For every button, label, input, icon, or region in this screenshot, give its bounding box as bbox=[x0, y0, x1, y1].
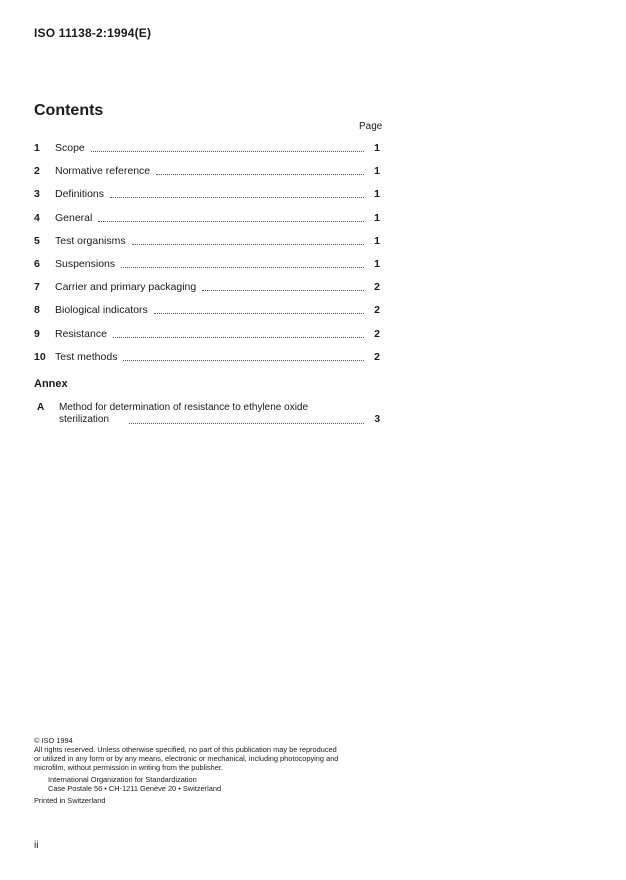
toc-entry-page: 2 bbox=[374, 327, 380, 340]
toc-entry-number: 1 bbox=[34, 142, 40, 154]
toc-entry-page: 1 bbox=[374, 211, 380, 224]
organization-address: Case Postale 56 • CH-1211 Genève 20 • Switzerland bbox=[48, 784, 222, 793]
toc-entry[interactable] bbox=[34, 235, 380, 258]
annex-heading: Annex bbox=[34, 378, 68, 390]
toc-entry-number: 8 bbox=[34, 304, 40, 317]
toc-entry-page: 1 bbox=[374, 257, 380, 270]
document-id: ISO 11138-2:1994(E) bbox=[34, 26, 152, 40]
toc-entry-page: 2 bbox=[374, 350, 380, 363]
toc-entry-page: 2 bbox=[374, 304, 380, 317]
toc-leader-dots bbox=[91, 142, 364, 152]
toc-entry[interactable] bbox=[34, 304, 380, 327]
toc-entry-label: Carrier and primary packaging bbox=[55, 281, 197, 294]
toc-entry-label: General bbox=[55, 211, 93, 224]
toc-entry[interactable] bbox=[34, 351, 380, 374]
toc-entry-label: Definitions bbox=[55, 188, 105, 201]
toc-entry-page: 1 bbox=[374, 234, 380, 247]
toc-entry[interactable] bbox=[34, 258, 380, 281]
annex-entry-title-line2: sterilization bbox=[59, 414, 110, 425]
toc-leader-dots bbox=[123, 351, 364, 361]
toc-entry-page: 2 bbox=[374, 281, 380, 294]
toc-entry-number: 7 bbox=[34, 281, 40, 294]
toc-leader-dots bbox=[156, 165, 364, 175]
printed-in: Printed in Switzerland bbox=[34, 796, 106, 805]
rights-text-line: microfilm, without permission in writing from the publisher. bbox=[34, 763, 223, 772]
toc-entry[interactable] bbox=[34, 281, 380, 304]
toc-entry-label: Biological indicators bbox=[55, 304, 148, 317]
toc-entry-number: 10 bbox=[34, 350, 46, 363]
page-number: ii bbox=[34, 840, 39, 851]
annex-entry-title-line2-row bbox=[59, 414, 380, 425]
toc-entry-number: 6 bbox=[34, 257, 40, 270]
toc-leader-dots bbox=[98, 212, 364, 222]
page-column-label: Page bbox=[359, 121, 383, 132]
toc-entry-page: 1 bbox=[374, 165, 380, 178]
toc-entry[interactable] bbox=[34, 142, 380, 165]
toc-entry-label: Test methods bbox=[55, 350, 118, 363]
toc-entry-page: 1 bbox=[374, 142, 380, 154]
toc-entry-label: Scope bbox=[55, 142, 85, 154]
toc-entry[interactable] bbox=[34, 165, 380, 188]
toc-entry[interactable] bbox=[34, 328, 380, 351]
toc-entry[interactable] bbox=[34, 212, 380, 235]
toc-entry-label: Suspensions bbox=[55, 257, 116, 270]
annex-entry-page: 3 bbox=[374, 414, 380, 425]
toc-leader-dots bbox=[132, 235, 364, 245]
annex-entry-letter: A bbox=[37, 402, 45, 413]
toc-entry[interactable] bbox=[34, 188, 380, 211]
organization-name: International Organization for Standardization bbox=[48, 775, 197, 784]
toc-entry-label: Test organisms bbox=[55, 234, 126, 247]
toc-entry-number: 5 bbox=[34, 234, 40, 247]
toc-entry-number: 9 bbox=[34, 327, 40, 340]
toc-leader-dots bbox=[202, 281, 364, 291]
toc-entry-label: Normative reference bbox=[55, 165, 151, 178]
toc-leader-dots bbox=[154, 304, 364, 314]
annex-entry-title-line1: Method for determination of resistance to ethylene oxide bbox=[59, 402, 309, 413]
copyright-notice bbox=[34, 736, 384, 805]
toc-leader-dots bbox=[110, 188, 364, 198]
copyright-line: © ISO 1994 bbox=[34, 736, 73, 745]
toc-entry-number: 4 bbox=[34, 211, 40, 224]
toc-leader-dots bbox=[113, 328, 364, 338]
toc-entry-number: 3 bbox=[34, 188, 40, 201]
rights-text-line: or utilized in any form or by any means, electronic or mechanical, including photocopying and bbox=[34, 754, 339, 763]
toc-entry-number: 2 bbox=[34, 165, 40, 178]
contents-title: Contents bbox=[34, 102, 104, 119]
rights-text-line: All rights reserved. Unless otherwise specified, no part of this publication may be reproduced bbox=[34, 745, 337, 754]
toc-leader-dots bbox=[121, 258, 364, 268]
toc-entry-page: 1 bbox=[374, 188, 380, 201]
toc-leader-dots bbox=[129, 414, 364, 424]
table-of-contents bbox=[34, 142, 380, 374]
toc-entry-label: Resistance bbox=[55, 327, 107, 340]
